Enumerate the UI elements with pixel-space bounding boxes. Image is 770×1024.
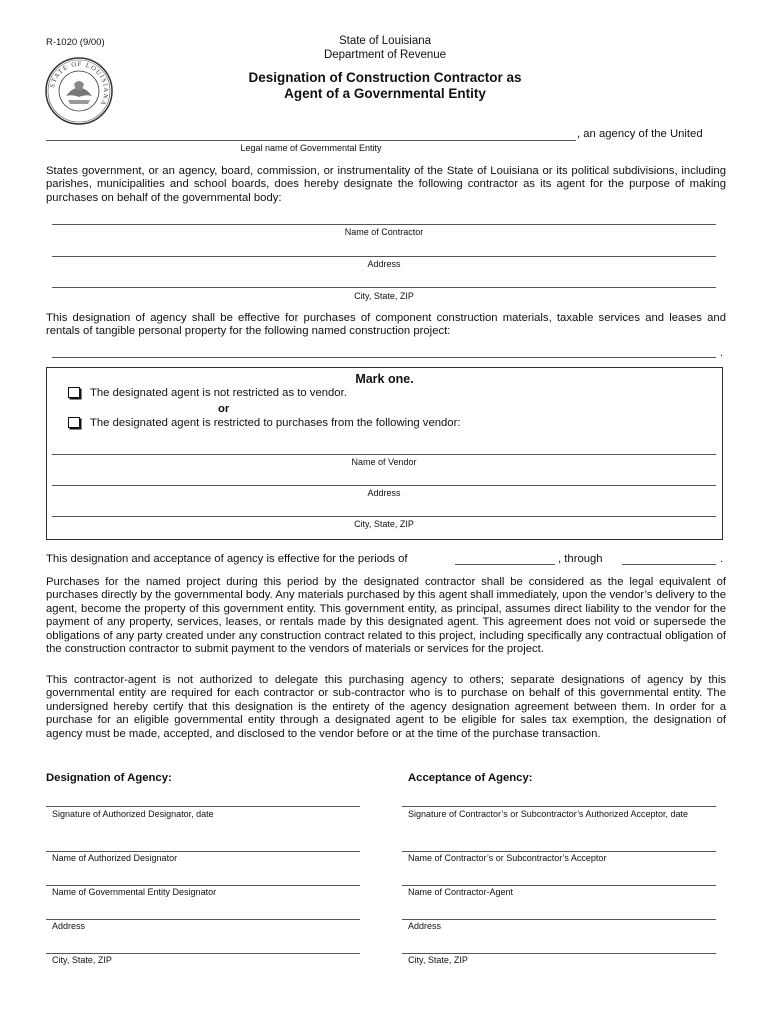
title-line-1: Designation of Construction Contractor as — [248, 70, 522, 85]
intro-paragraph: States government, or an agency, board, commission, or instrumentality of the State of Louisiana or its political subdivisions, including parishes, municipalities and school boards, does hereby designate the following contractor as its agent for the purpose of making purchases on behalf of the governmental body: — [46, 165, 726, 204]
designator-name-caption: Name of Authorized Designator — [52, 853, 178, 863]
department-name: Department of Revenue — [323, 49, 447, 61]
project-name-field[interactable] — [52, 357, 716, 358]
vendor-city-field[interactable] — [52, 516, 716, 517]
agency-suffix: , an agency of the United — [577, 128, 703, 140]
legal-name-field[interactable] — [46, 140, 576, 141]
entity-name-field[interactable] — [46, 885, 360, 886]
acceptor-signature-caption: Signature of Contractor’s or Subcontractor’s Authorized Acceptor, date — [408, 809, 688, 819]
header-block — [185, 34, 585, 62]
designator-name-field[interactable] — [46, 851, 360, 852]
project-paragraph: This designation of agency shall be effective for purchases of component construction materials, taxable services and leases and rentals of tangible personal property for the following named construction project: — [46, 312, 726, 338]
contractor-name-field[interactable] — [52, 224, 716, 225]
delegation-paragraph: This contractor-agent is not authorized to delegate this purchasing agency to others; separate designations of agency by this governmental entity are required for each contractor or sub-contractor who is to purchase on behalf of this governmental entity. The undersigned hereby certify that this designation is the entirety of the agency designation agreement between them. In order for a purchase for an eligible governmental entity through a designated agent to be eligible for sales tax exemption, the designation of agency must be made, accepted, and disclosed to the vendor before or at the time of the purchase transaction. — [46, 674, 726, 740]
state-seal-icon — [44, 56, 114, 126]
restricted-checkbox[interactable] — [68, 417, 80, 428]
acceptor-name-field[interactable] — [402, 851, 716, 852]
designation-heading: Designation of Agency: — [46, 772, 172, 784]
svg-text:STATE OF LOUISIANA: STATE OF LOUISIANA — [49, 60, 110, 108]
not-restricted-checkbox[interactable] — [68, 387, 80, 398]
designator-address-field[interactable] — [46, 919, 360, 920]
vendor-name-field[interactable] — [52, 454, 716, 455]
contractor-address-caption: Address — [367, 259, 401, 269]
state-name: State of Louisiana — [338, 35, 432, 47]
purchases-paragraph: Purchases for the named project during this period by the designated contractor shall be considered as the legal equivalent of purchases directly by the governmental body. Any materials purchased by this agent shall immediately, upon the vendor’s delivery to the agent, become the property of this government entity. This government entity, as principal, assumes direct liability to the vendor for the payment of any property, services, leases, or rentals made by this designated agent. This agreement does not void or supersede the obligations of any party created under any construction contract related to this project, including specifically any contractual obligation of the construction contractor to submit payment to the vendors of materials or services for the project. — [46, 576, 726, 656]
period-through: , through — [558, 553, 603, 565]
contractor-city-field[interactable] — [52, 287, 716, 288]
mark-one-title: Mark one. — [355, 372, 414, 386]
period-end: . — [720, 553, 724, 565]
vendor-city-caption: City, State, ZIP — [354, 519, 414, 529]
project-period: . — [720, 347, 724, 359]
designator-signature-field[interactable] — [46, 806, 360, 807]
contractor-agent-caption: Name of Contractor-Agent — [408, 887, 514, 897]
acceptor-signature-field[interactable] — [402, 806, 716, 807]
vendor-address-caption: Address — [367, 488, 401, 498]
designator-city-caption: City, State, ZIP — [52, 955, 112, 965]
period-end-field[interactable] — [622, 564, 716, 565]
vendor-address-field[interactable] — [52, 485, 716, 486]
legal-name-caption: Legal name of Governmental Entity — [240, 143, 382, 153]
designator-city-field[interactable] — [46, 953, 360, 954]
option-restricted — [68, 417, 461, 429]
contractor-city-caption: City, State, ZIP — [354, 291, 414, 301]
vendor-name-caption: Name of Vendor — [351, 457, 417, 467]
contractor-name-caption: Name of Contractor — [344, 227, 424, 237]
acceptor-city-field[interactable] — [402, 953, 716, 954]
acceptance-heading: Acceptance of Agency: — [408, 772, 533, 784]
contractor-agent-field[interactable] — [402, 885, 716, 886]
form-title — [185, 70, 585, 102]
entity-name-caption: Name of Governmental Entity Designator — [52, 887, 217, 897]
form-number: R-1020 (9/00) — [46, 37, 105, 48]
or-label: or — [218, 403, 230, 415]
restricted-label: The designated agent is restricted to purchases from the following vendor: — [90, 417, 461, 429]
designator-address-caption: Address — [52, 921, 86, 931]
acceptor-address-field[interactable] — [402, 919, 716, 920]
period-start-field[interactable] — [455, 564, 555, 565]
option-not-restricted — [68, 387, 347, 399]
period-text: This designation and acceptance of agency is effective for the periods of — [46, 553, 408, 565]
not-restricted-label: The designated agent is not restricted as to vendor. — [90, 387, 347, 399]
acceptor-city-caption: City, State, ZIP — [408, 955, 468, 965]
acceptor-address-caption: Address — [408, 921, 442, 931]
designator-signature-caption: Signature of Authorized Designator, date — [52, 809, 214, 819]
contractor-address-field[interactable] — [52, 256, 716, 257]
acceptor-name-caption: Name of Contractor’s or Subcontractor’s Acceptor — [408, 853, 607, 863]
title-line-2: Agent of a Governmental Entity — [284, 86, 486, 101]
